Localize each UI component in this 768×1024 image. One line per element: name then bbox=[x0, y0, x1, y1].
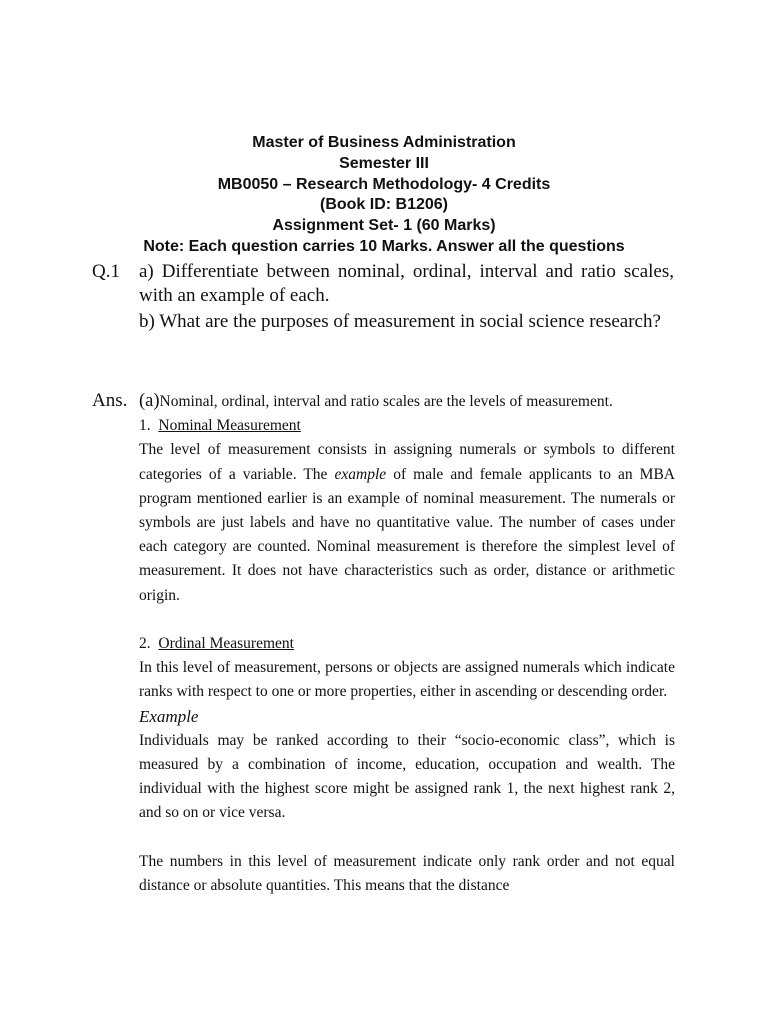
program-title: Master of Business Administration bbox=[252, 134, 516, 151]
instructions-note: Note: Each question carries 10 Marks. Answer all the questions bbox=[143, 237, 625, 255]
answer-label: Ans. bbox=[92, 390, 128, 411]
nominal-paragraph: The level of measurement consists in assigning numerals or symbols to different categories of a variable. The example of male and female applicants to an MBA program mentioned earlier is an example of nominal measurement. The numerals or symbols are just labels and have no quantitative value. The number of cases under each category are counted. Nominal measurement is therefore the simplest level of measurement. It does not have characteristics such as order, distance or arithmetic origin. bbox=[139, 441, 675, 604]
section-heading-nominal bbox=[139, 414, 675, 438]
question-part-b: b) What are the purposes of measurement in social science research? bbox=[139, 311, 661, 332]
answer-body bbox=[139, 389, 675, 898]
ordinal-paragraph-1: In this level of measurement, persons or objects are assigned numerals which indicate ranks with respect to one or more properties, either in ascending or descending order. bbox=[139, 659, 675, 701]
section-number: 2. bbox=[139, 635, 151, 653]
paragraph-spacer bbox=[139, 826, 675, 850]
example-heading: Example bbox=[139, 706, 199, 726]
assignment-set: Assignment Set- 1 (60 Marks) bbox=[272, 217, 496, 235]
section-title: Ordinal Measurement bbox=[158, 635, 294, 653]
ordinal-paragraph-2: Individuals may be ranked according to their “socio-economic class”, which is measured by a combination of income, education, occupation and wealth. The individual with the highest score might be assigned rank 1, the next highest rank 2, and so on or vice versa. bbox=[139, 731, 675, 822]
paragraph-spacer bbox=[139, 608, 675, 632]
answer-part-marker: (a) bbox=[139, 391, 160, 411]
section-number: 1. bbox=[139, 417, 151, 435]
ordinal-paragraph-3: The numbers in this level of measurement indicate only rank order and not equal distance or absolute quantities. This means that the distance bbox=[139, 852, 675, 895]
course-title: MB0050 – Research Methodology- 4 Credits bbox=[217, 175, 551, 193]
answer-intro bbox=[139, 389, 675, 414]
document-header bbox=[0, 133, 768, 258]
semester-label: Semester III bbox=[339, 154, 429, 172]
section-title: Nominal Measurement bbox=[158, 417, 301, 435]
emphasis-example: example bbox=[334, 465, 387, 483]
book-id: (Book ID: B1206) bbox=[319, 196, 449, 214]
question-body bbox=[139, 260, 674, 334]
section-heading-ordinal bbox=[139, 632, 675, 656]
answer-intro-text: Nominal, ordinal, interval and ratio scales are the levels of measurement. bbox=[159, 393, 613, 410]
question-part-a: a) Differentiate between nominal, ordinal, interval and ratio scales, with an example of each. bbox=[139, 261, 674, 306]
question-label: Q.1 bbox=[92, 261, 120, 282]
